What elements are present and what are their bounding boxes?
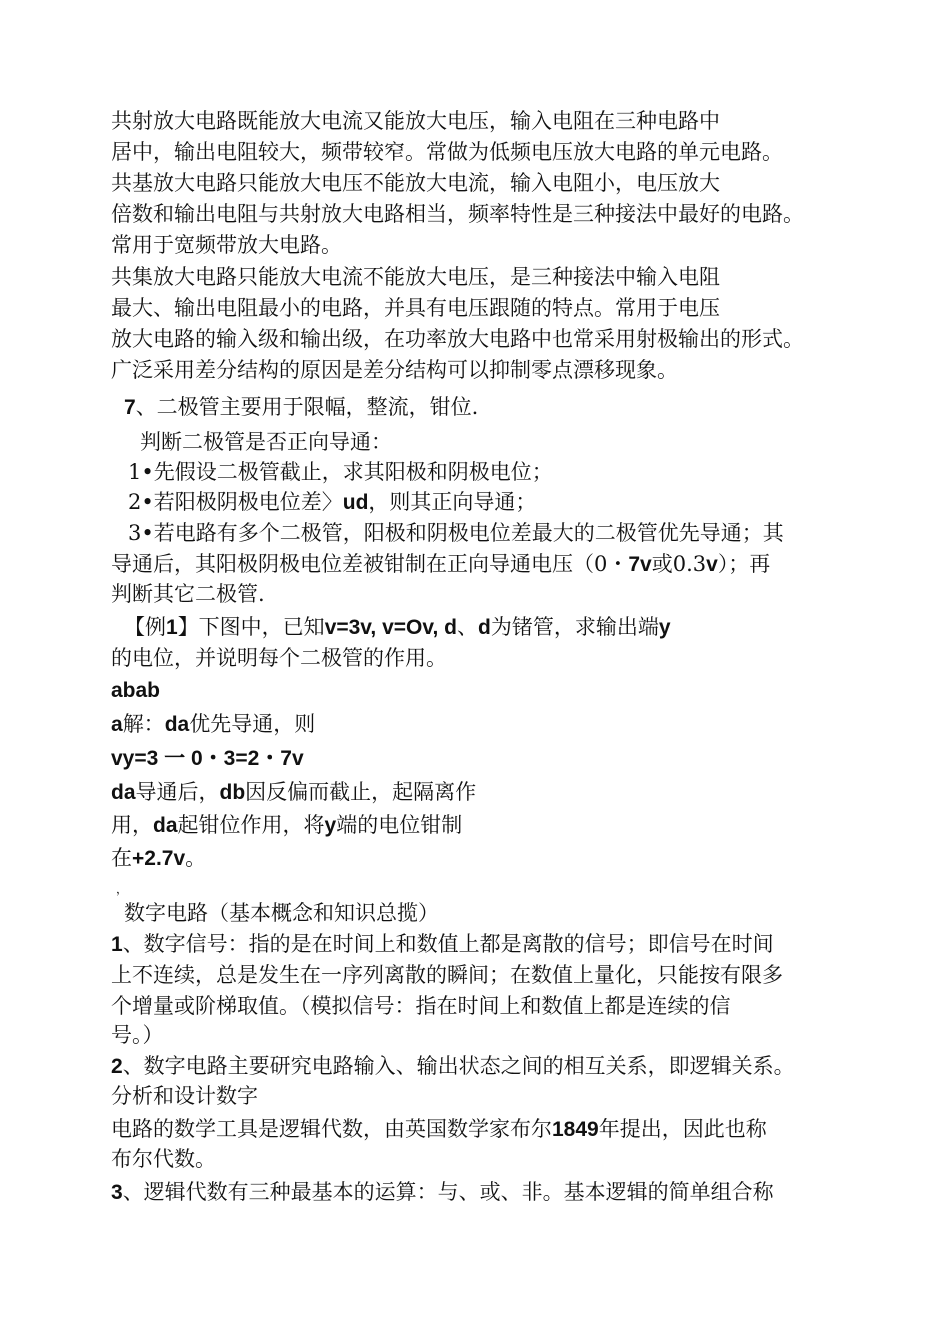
paragraph-line: 放大电路的输入级和输出级，在功率放大电路中也常采用射极输出的形式。 [111,327,804,351]
symbol-run: da [111,781,136,804]
symbol-run: y [658,616,671,639]
symbol-run: da [164,713,190,736]
symbol-run: 7v [628,553,652,576]
text-run: 因反偏而截止，起隔离作 [245,780,477,804]
text-run: 在 [111,846,132,870]
symbol-run: db [219,781,246,804]
text-run: 2•若阳极阴极电位差〉 [128,490,343,514]
section-number: 1 [111,933,123,956]
paragraph-line [111,931,774,958]
paragraph-line [111,845,206,872]
paragraph-line: 常用于宽频带放大电路。 [111,233,342,257]
chapter-heading: 数字电路（基本概念和知识总揽） [124,901,439,925]
formula-line: vy=3 一 0・3=2・7v [111,747,304,770]
symbol-run: 1 [166,616,178,639]
text-run: 导通后， [135,780,220,804]
paragraph-line [111,1179,774,1206]
paragraph-line [111,779,476,806]
text-run: 【例 [124,615,166,639]
symbol-run: +2.7v [132,847,186,870]
paragraph-line [111,1053,795,1080]
symbol-run: d [478,616,491,639]
paragraph-line: 布尔代数。 [111,1147,216,1171]
text-run: 解： [122,712,165,736]
text-run: 、逻辑代数有三种最基本的运算：与、或、非。基本逻辑的简单组合称 [122,1180,774,1204]
section-number: 7 [124,396,136,419]
solution-line [111,711,315,738]
paragraph-line: 最大、输出电阻最小的电路，并具有电压跟随的特点。常用于电压 [111,296,720,320]
section-text: 、二极管主要用于限幅，整流，钳位. [135,395,479,419]
diagram-labels: abab [111,679,161,702]
paragraph-line: 广泛采用差分结构的原因是差分结构可以抑制零点漂移现象。 [111,358,678,382]
text-run: 优先导通，则 [189,712,316,736]
stray-mark: ， [116,882,129,896]
text-run: 】下图中，已知 [177,615,325,639]
list-item: 1•先假设二极管截止，求其阳极和阴极电位； [128,460,553,484]
text-run: 。 [185,846,207,870]
symbol-run: y [324,814,337,837]
text-run: 用， [111,813,153,837]
text-run: 、数字信号：指的是在时间上和数值上都是离散的信号；即信号在时间 [122,932,774,956]
paragraph-line [111,1116,767,1143]
text-run: 起钳位作用，将 [177,813,325,837]
text-run: ）；再 [717,552,771,576]
paragraph-line: 号。） [111,1023,164,1047]
text-run: ，则其正向导通； [368,490,537,514]
text-run: 导通后，其阳极阴极电位差被钳制在正向导通电压（0・ [111,552,629,576]
paragraph-line: 分析和设计数字 [111,1084,258,1108]
list-item: 3•若电路有多个二极管，阳极和阴极电位差最大的二极管优先导通；其 [128,521,784,545]
paragraph-line: 共基放大电路只能放大电压不能放大电流，输入电阻小，电压放大 [111,171,720,195]
paragraph-line [111,812,462,839]
paragraph-line: 的电位，并说明每个二极管的作用。 [111,646,447,670]
symbol-run: v [706,553,718,576]
text-run: 年提出，因此也称 [598,1117,767,1141]
text-run: 、 [457,615,478,639]
symbol-run: da [153,814,178,837]
paragraph-line: 共射放大电路既能放大电流又能放大电压，输入电阻在三种电路中 [111,109,720,133]
section-heading [124,394,478,421]
symbol-run: v=3v, v=Ov, d [324,616,457,639]
text-run: 、数字电路主要研究电路输入、输出状态之间的相互关系，即逻辑关系。 [122,1054,795,1078]
text-run: 端的电位钳制 [336,813,463,837]
paragraph-line: 判断其它二极管. [111,582,265,606]
paragraph-line [111,551,770,578]
paragraph-line: 倍数和输出电阻与共射放大电路相当，频率特性是三种接法中最好的电路。 [111,202,804,226]
symbol-run: ud [342,491,369,514]
text-run: 或0.3 [651,552,707,576]
paragraph-line: 上不连续，总是发生在一序列离散的瞬间；在数值上量化，只能按有限多 [111,963,783,987]
section-number: 2 [111,1055,123,1078]
text-run: 电路的数学工具是逻辑代数，由英国数学家布尔 [111,1117,552,1141]
paragraph-line: 共集放大电路只能放大电流不能放大电压，是三种接法中输入电阻 [111,265,720,289]
paragraph-line: 居中，输出电阻较大，频带较窄。常做为低频电压放大电路的单元电路。 [111,140,783,164]
paragraph-line: 判断二极管是否正向导通： [140,430,392,454]
text-run: 为锗管，求输出端 [490,615,659,639]
symbol-run: 1849 [552,1118,599,1141]
section-number: 3 [111,1181,123,1204]
symbol-run: a [111,713,123,736]
paragraph-line: 个增量或阶梯取值。（模拟信号：指在时间上和数值上都是连续的信 [111,994,731,1018]
list-item [128,489,536,516]
example-heading [124,614,671,641]
